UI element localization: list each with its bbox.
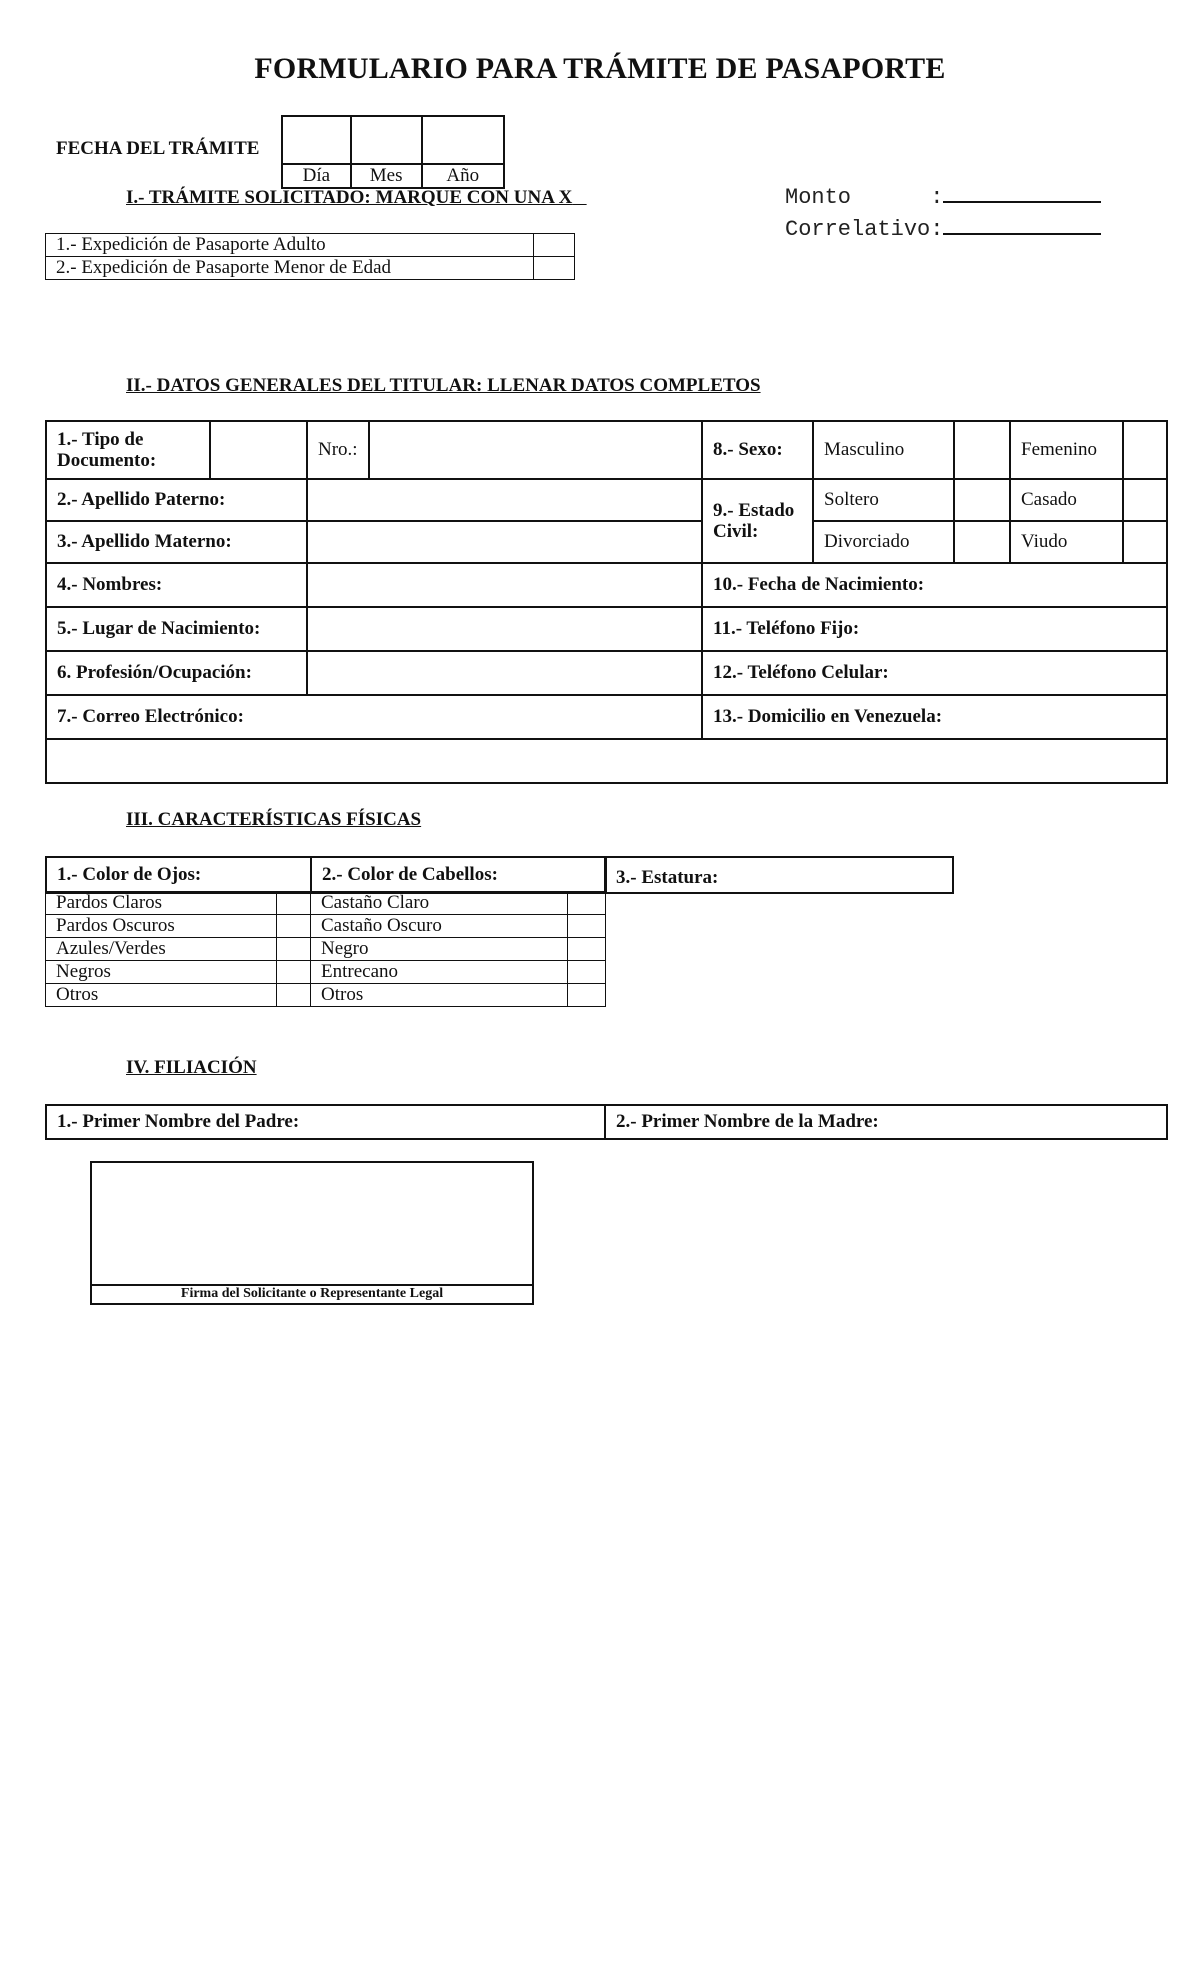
femenino-label: Femenino <box>1010 421 1123 479</box>
profesion-label: 6. Profesión/Ocupación: <box>46 651 307 695</box>
lugar-nacimiento-label: 5.- Lugar de Nacimiento: <box>46 607 307 651</box>
cabello-option: Castaño Claro <box>311 892 568 915</box>
profesion-input[interactable] <box>307 651 702 695</box>
section-1-title: I.- TRÁMITE SOLICITADO: MARQUE CON UNA X <box>126 187 573 208</box>
ojos-checkbox[interactable] <box>277 892 311 915</box>
estado-civil-label: 9.- Estado Civil: <box>702 479 813 563</box>
cabello-checkbox[interactable] <box>568 984 606 1007</box>
color-options-table <box>45 891 606 1007</box>
signature-box[interactable] <box>90 1161 534 1305</box>
cabello-option: Entrecano <box>311 961 568 984</box>
nombre-madre-field[interactable]: 2.- Primer Nombre de la Madre: <box>605 1105 1167 1139</box>
divorciado-checkbox[interactable] <box>954 521 1010 563</box>
correlativo-field[interactable] <box>785 215 1101 242</box>
estatura-field[interactable]: 3.- Estatura: <box>605 857 953 893</box>
masculino-label: Masculino <box>813 421 954 479</box>
monto-field[interactable] <box>785 183 1101 210</box>
cabello-option: Negro <box>311 938 568 961</box>
cabello-option: Otros <box>311 984 568 1007</box>
fecha-mes-label: Mes <box>351 164 422 188</box>
telefono-fijo-field[interactable]: 11.- Teléfono Fijo: <box>702 607 1167 651</box>
domicilio-field[interactable]: 13.- Domicilio en Venezuela: <box>702 695 1167 739</box>
form-title: FORMULARIO PARA TRÁMITE DE PASAPORTE <box>254 52 946 85</box>
tramite-checkbox-adulto[interactable] <box>534 234 575 257</box>
ojos-option: Azules/Verdes <box>46 938 277 961</box>
nombre-padre-field[interactable]: 1.- Primer Nombre del Padre: <box>46 1105 605 1139</box>
monto-line <box>943 183 1101 203</box>
datos-generales-table <box>45 420 1168 784</box>
color-cabello-header: 2.- Color de Cabellos: <box>311 857 606 893</box>
cabello-checkbox[interactable] <box>568 961 606 984</box>
tramite-option-menor: 2.- Expedición de Pasaporte Menor de Edad <box>46 257 534 280</box>
apellido-materno-input[interactable] <box>307 521 702 563</box>
filiacion-table <box>45 1104 1168 1140</box>
section-2-title: II.- DATOS GENERALES DEL TITULAR: LLENAR DATOS COMPLETOS <box>126 375 761 396</box>
cabello-checkbox[interactable] <box>568 915 606 938</box>
telefono-celular-field[interactable]: 12.- Teléfono Celular: <box>702 651 1167 695</box>
ojos-option: Pardos Oscuros <box>46 915 277 938</box>
ojos-checkbox[interactable] <box>277 915 311 938</box>
nro-input[interactable] <box>369 421 702 479</box>
ojos-checkbox[interactable] <box>277 984 311 1007</box>
divorciado-label: Divorciado <box>813 521 954 563</box>
tramite-checkbox-menor[interactable] <box>534 257 575 280</box>
correo-field[interactable]: 7.- Correo Electrónico: <box>46 695 702 739</box>
tipo-documento-input[interactable] <box>210 421 307 479</box>
section-3-title: III. CARACTERÍSTICAS FÍSICAS <box>126 809 422 830</box>
nombres-input[interactable] <box>307 563 702 607</box>
soltero-checkbox[interactable] <box>954 479 1010 521</box>
correlativo-label: Correlativo: <box>785 217 944 242</box>
lugar-nacimiento-input[interactable] <box>307 607 702 651</box>
color-ojos-header: 1.- Color de Ojos: <box>46 857 311 893</box>
fecha-tramite-label: FECHA DEL TRÁMITE <box>56 138 260 159</box>
ojos-checkbox[interactable] <box>277 938 311 961</box>
section-4-title: IV. FILIACIÓN <box>126 1057 257 1078</box>
ojos-option: Negros <box>46 961 277 984</box>
tramite-option-adulto: 1.- Expedición de Pasaporte Adulto <box>46 234 534 257</box>
viudo-label: Viudo <box>1010 521 1123 563</box>
apellido-paterno-label: 2.- Apellido Paterno: <box>46 479 307 521</box>
apellido-materno-label: 3.- Apellido Materno: <box>46 521 307 563</box>
viudo-checkbox[interactable] <box>1123 521 1167 563</box>
tipo-documento-label: 1.- Tipo de Documento: <box>46 421 210 479</box>
fecha-tramite-table <box>281 115 505 189</box>
ojos-option: Otros <box>46 984 277 1007</box>
nro-label: Nro.: <box>307 421 369 479</box>
signature-label: Firma del Solicitante o Representante Legal <box>180 1286 444 1301</box>
fecha-nacimiento-field[interactable]: 10.- Fecha de Nacimiento: <box>702 563 1167 607</box>
apellido-paterno-input[interactable] <box>307 479 702 521</box>
soltero-label: Soltero <box>813 479 954 521</box>
estatura-table <box>604 856 954 894</box>
casado-label: Casado <box>1010 479 1123 521</box>
masculino-checkbox[interactable] <box>954 421 1010 479</box>
correlativo-line <box>943 215 1101 235</box>
cabello-checkbox[interactable] <box>568 892 606 915</box>
cabello-option: Castaño Oscuro <box>311 915 568 938</box>
fecha-anio-label: Año <box>422 164 504 188</box>
fecha-anio-box[interactable] <box>422 116 504 164</box>
femenino-checkbox[interactable] <box>1123 421 1167 479</box>
ojos-option: Pardos Claros <box>46 892 277 915</box>
cabello-checkbox[interactable] <box>568 938 606 961</box>
nombres-label: 4.- Nombres: <box>46 563 307 607</box>
fecha-dia-box[interactable] <box>282 116 351 164</box>
monto-label: Monto : <box>785 185 944 210</box>
domicilio-input[interactable] <box>46 739 1167 783</box>
tramite-options-table <box>45 233 575 280</box>
caracteristicas-header-table <box>45 856 607 894</box>
sexo-label: 8.- Sexo: <box>702 421 813 479</box>
casado-checkbox[interactable] <box>1123 479 1167 521</box>
fecha-mes-box[interactable] <box>351 116 422 164</box>
ojos-checkbox[interactable] <box>277 961 311 984</box>
fecha-dia-label: Día <box>282 164 351 188</box>
